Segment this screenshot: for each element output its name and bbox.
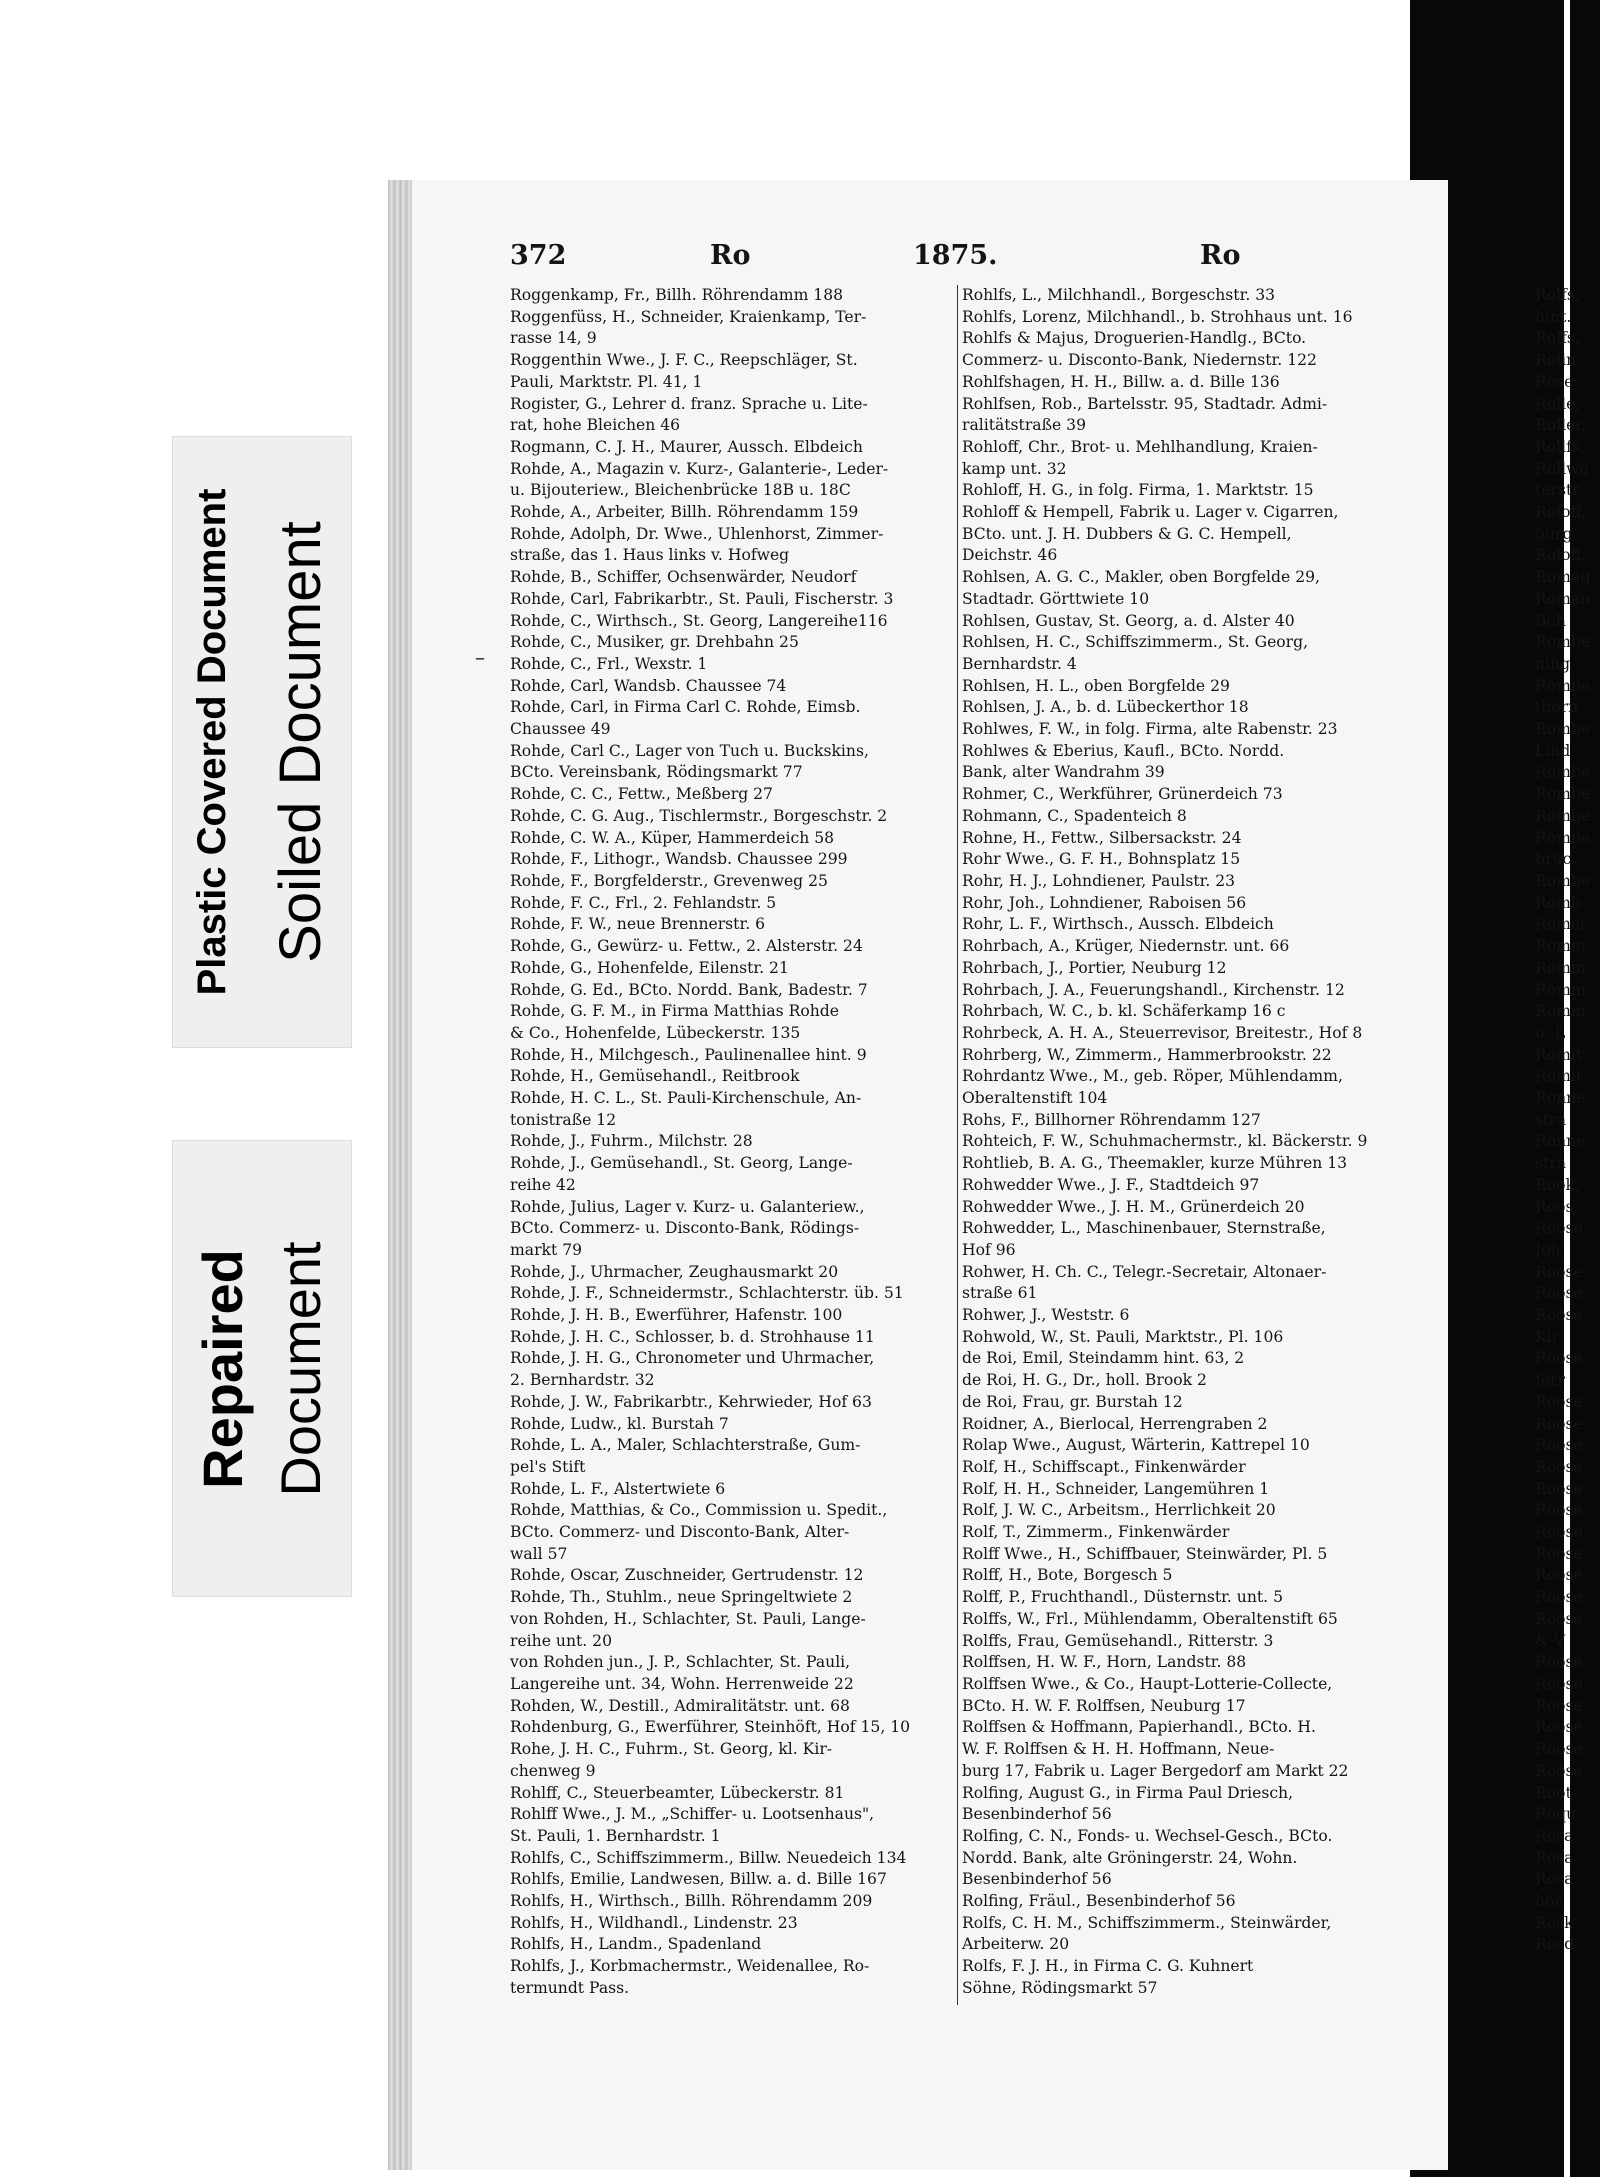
next-page-fragment: Rosa	[1535, 1826, 1574, 1845]
directory-entry-line: tonistraße 12	[510, 1110, 617, 1129]
next-page-fragment: Rombe	[1535, 785, 1591, 804]
directory-entry-line: Rohlsen, A. G. C., Makler, oben Borgfelde 29,	[962, 568, 1321, 587]
directory-entry-line: Rohrbach, A., Krüger, Niedernstr. unt. 66	[962, 937, 1290, 956]
directory-entry-line: 2. Bernhardstr. 32	[510, 1371, 655, 1390]
next-page-fragment: Romit	[1535, 1045, 1583, 1064]
directory-entry-line: Rohde, Carl, Wandsb. Chaussee 74	[510, 676, 787, 695]
directory-entry-line: Rolf, T., Zimmerm., Finkenwärder	[962, 1523, 1230, 1542]
directory-entry-line: Nordd. Bank, alte Gröningerstr. 24, Wohn.	[962, 1848, 1298, 1867]
directory-entry-line: Rohe, J. H. C., Fuhrm., St. Georg, kl. Kir-	[510, 1740, 833, 1759]
directory-entry-line: Roggenfüss, H., Schneider, Kraienkamp, Ter-	[510, 307, 867, 326]
next-page-fragment: hor	[1535, 1892, 1562, 1911]
directory-entry-line: Rogister, G., Lehrer d. franz. Sprache u. Lite-	[510, 394, 868, 413]
directory-entry-line: Rohde, F. C., Frl., 2. Fehlandstr. 5	[510, 893, 777, 912]
right-column	[962, 285, 1414, 2000]
directory-entry-line: BCto. Commerz- und Disconto-Bank, Alter-	[510, 1523, 850, 1542]
directory-entry-line: Roggenthin Wwe., J. F. C., Reepschläger, St.	[510, 351, 858, 370]
next-page-fragment: Rosa	[1535, 1870, 1574, 1889]
directory-entry-line: Rolfs, F. J. H., in Firma C. G. Kuhnert	[962, 1957, 1254, 1976]
directory-entry-line: Bernhardstr. 4	[962, 654, 1077, 673]
directory-entry-line: Rohde, Matthias, & Co., Commission u. Spedit.,	[510, 1501, 888, 1520]
directory-entry-line: Rohne, H., Fettw., Silbersackstr. 24	[962, 828, 1242, 847]
next-page-fragment: Roose	[1535, 1306, 1583, 1325]
next-page-fragment: Rombe	[1535, 676, 1591, 695]
directory-entry-line: Rohrbach, J. A., Feuerungshandl., Kirchenstr. 12	[962, 980, 1345, 999]
next-page-fragment: thorn	[1535, 698, 1579, 717]
next-page-fragment: terstr	[1535, 481, 1580, 500]
directory-entry-line: Rolf, H., Schiffscapt., Finkenwärder	[962, 1457, 1246, 1476]
next-page-fragment: Romm	[1535, 937, 1586, 956]
directory-entry-line: Deichstr. 46	[962, 546, 1058, 565]
directory-entry-line: Rolfs, C. H. M., Schiffszimmerm., Steinwärder,	[962, 1913, 1332, 1932]
directory-entry-line: Rohr Wwe., G. F. H., Bohnsplatz 15	[962, 850, 1241, 869]
next-page-fragment: Rolfs,	[1535, 286, 1580, 304]
next-page-fragment: Roller,	[1535, 416, 1587, 435]
directory-entry-line: Rohlfs, C., Schiffszimmerm., Billw. Neuedeich 134	[510, 1848, 907, 1867]
directory-entry-line: Rohde, Carl, in Firma Carl C. Rohde, Eimsb.	[510, 698, 861, 717]
next-page-fragment: Roqu	[1535, 1805, 1577, 1824]
directory-entry-line: Rohlfs & Majus, Droguerien-Handlg., BCto.	[962, 329, 1307, 348]
next-page-fragment: Rolin,	[1535, 351, 1582, 370]
directory-entry-line: Rohde, J., Uhrmacher, Zeughausmarkt 20	[510, 1262, 839, 1281]
directory-entry-line: Rohloff, H. G., in folg. Firma, 1. Marktstr. 15	[962, 481, 1314, 500]
next-page-fragment: Roose	[1535, 1501, 1583, 1520]
margin-mark: –	[475, 645, 485, 669]
directory-entry-line: Hof 96	[962, 1240, 1016, 1259]
next-page-fragment: Rolfs,	[1535, 329, 1580, 348]
next-page-fragment: Rook,	[1535, 1175, 1580, 1194]
next-page-fragment: Rombe	[1535, 720, 1591, 739]
next-page-fragment: Roose	[1535, 1523, 1583, 1542]
directory-entry-line: Rohlfs, H., Wirthsch., Billh. Röhrendamm 209	[510, 1892, 873, 1911]
directory-entry-line: Rolf, J. W. C., Arbeitsm., Herrlichkeit 20	[962, 1501, 1276, 1520]
directory-entry-line: Rohde, F., Borgfelderstr., Grevenweg 25	[510, 871, 828, 890]
directory-entry-line: Rohde, A., Arbeiter, Billh. Röhrendamm 159	[510, 503, 859, 522]
directory-entry-line: Rolfing, C. N., Fonds- u. Wechsel-Gesch., BCto.	[962, 1826, 1333, 1845]
next-page-fragment: ferr	[1535, 1371, 1565, 1390]
directory-entry-line: Rohrdantz Wwe., M., geb. Röper, Mühlendamm,	[962, 1067, 1343, 1086]
directory-entry-line: Rohde, H., Milchgesch., Paulinenallee hint. 9	[510, 1045, 867, 1064]
next-page-fragment: Romm	[1535, 958, 1586, 977]
next-page-fragment: stra	[1535, 1110, 1567, 1129]
directory-entry-line: Rohde, Carl, Fabrikarbtr., St. Pauli, Fischerstr. 3	[510, 589, 894, 608]
next-page-fragment: Roose	[1535, 1740, 1583, 1759]
next-page-fragment: Romb	[1535, 893, 1581, 912]
directory-entry-line: Commerz- u. Disconto-Bank, Niedernstr. 122	[962, 351, 1317, 370]
next-page-fragment: Kir	[1535, 1327, 1560, 1346]
directory-entry-line: Rohde, G. F. M., in Firma Matthias Rohde	[510, 1002, 840, 1021]
condition-label-text	[188, 489, 336, 996]
directory-entry-line: Rohlfs, Lorenz, Milchhandl., b. Strohhaus unt. 16	[962, 307, 1353, 326]
next-page-fragment: Rombe	[1535, 806, 1591, 825]
next-page-fragment: Rollfs,	[1535, 437, 1585, 456]
directory-entry-line: straße 61	[962, 1284, 1038, 1303]
next-page-fragment: Roos,	[1535, 1197, 1579, 1216]
directory-entry-line: Rolff, H., Bote, Borgesch 5	[962, 1566, 1173, 1585]
directory-entry-line: Besenbinderhof 56	[962, 1805, 1112, 1824]
directory-entry-line: termundt Pass.	[510, 1978, 630, 1997]
directory-entry-line: Rolffs, Frau, Gemüsehandl., Ritterstr. 3	[962, 1631, 1274, 1650]
next-page-fragment: Lind	[1535, 741, 1571, 760]
next-page-fragment: burg	[1535, 524, 1573, 543]
next-page-fragment: Rosk	[1535, 1913, 1574, 1932]
next-page-fragment: Rosa	[1535, 1848, 1574, 1867]
directory-entry-line: Rohlsen, J. A., b. d. Lübeckerthor 18	[962, 698, 1249, 717]
directory-entry-line: Rohlfshagen, H. H., Billw. a. d. Bille 136	[962, 372, 1280, 391]
directory-entry-line: pel's Stift	[510, 1457, 586, 1476]
next-page-fragment: Joh	[1535, 1240, 1561, 1259]
next-page-fragment: Roloff,	[1535, 503, 1586, 522]
next-page-fragment: Roman	[1535, 589, 1591, 608]
directory-entry-line: Rolap Wwe., August, Wärterin, Kattrepel 10	[962, 1436, 1310, 1455]
next-page-fragment: Rombe	[1535, 871, 1591, 890]
next-page-fragment: Romit	[1535, 1067, 1583, 1086]
next-page-fragment: Roose	[1535, 1761, 1583, 1780]
directory-entry-line: Rohrbach, J., Portier, Neuburg 12	[962, 958, 1227, 977]
page-number: 372	[510, 240, 567, 271]
next-page-fragment: Root	[1535, 1783, 1572, 1802]
directory-entry-line: ralitätstraße 39	[962, 416, 1087, 435]
directory-entry-line: Rolffsen, H. W. F., Horn, Landstr. 88	[962, 1653, 1247, 1672]
next-page-fragment: Roose	[1535, 1544, 1583, 1563]
directory-entry-line: Rohdenburg, G., Ewerführer, Steinhöft, Hof 15, 10	[510, 1718, 911, 1737]
directory-entry-line: u. Bijouteriew., Bleichenbrücke 18B u. 18C	[510, 481, 851, 500]
next-page-fragment: Roose	[1535, 1219, 1583, 1238]
directory-entry-line: Rohde, L. F., Alstertwiete 6	[510, 1479, 726, 1498]
directory-entry-line: St. Pauli, 1. Bernhardstr. 1	[510, 1826, 721, 1845]
next-page-fragment: Roloff,	[1535, 546, 1586, 565]
directory-entry-line: Rohde, G., Hohenfelde, Eilenstr. 21	[510, 958, 789, 977]
condition-label-plastic-soiled	[172, 436, 352, 1048]
next-page-fragment: Rombe	[1535, 828, 1591, 847]
page-stack-edge	[388, 180, 412, 2170]
directory-entry-line: BCto. Vereinsbank, Rödingsmarkt 77	[510, 763, 803, 782]
directory-entry-line: Roggenkamp, Fr., Billh. Röhrendamm 188	[510, 286, 844, 304]
directory-entry-line: Langereihe unt. 34, Wohn. Herrenweide 22	[510, 1675, 854, 1693]
directory-entry-line: rasse 14, 9	[510, 329, 597, 348]
directory-entry-line: Rolff, P., Fruchthandl., Düsternstr. unt. 5	[962, 1588, 1283, 1607]
next-page-fragment: Romm	[1535, 980, 1586, 999]
next-page-fragment: Roose	[1535, 1696, 1583, 1715]
directory-entry-line: Rohrbeck, A. H. A., Steuerrevisor, Breitestr., Hof 8	[962, 1023, 1363, 1042]
directory-entry-line: Rohlfs, H., Wildhandl., Lindenstr. 23	[510, 1913, 798, 1932]
directory-entry-line: de Roi, Frau, gr. Burstah 12	[962, 1392, 1183, 1411]
directory-entry-line: Rohtlieb, B. A. G., Theemakler, kurze Mühren 13	[962, 1154, 1348, 1173]
directory-entry-line: Rohde, C. G. Aug., Tischlermstr., Borgeschstr. 2	[510, 806, 888, 825]
next-page-fragment: Ronne	[1535, 1132, 1586, 1151]
directory-entry-line: Rohde, J. W., Fabrikarbtr., Kehrwieder, Hof 63	[510, 1392, 872, 1411]
directory-entry-line: Rohde, J., Gemüsehandl., St. Georg, Lange-	[510, 1154, 853, 1173]
directory-entry-line: Rohr, L. F., Wirthsch., Aussch. Elbdeich	[962, 915, 1274, 934]
directory-entry-line: Rohloff & Hempell, Fabrik u. Lager v. Cigarren,	[962, 503, 1339, 522]
directory-entry-line: Rolffsen & Hoffmann, Papierhandl., BCto. H.	[962, 1718, 1316, 1737]
directory-entry-line: Stadtadr. Görttwiete 10	[962, 589, 1150, 608]
next-page-fragment: Roose	[1535, 1284, 1583, 1303]
next-page-fragment: Rombe	[1535, 633, 1591, 652]
directory-entry-line: Rohr, H. J., Lohndiener, Paulstr. 23	[962, 871, 1236, 890]
directory-entry-line: Rohwer, H. Ch. C., Telegr.-Secretair, Altonaer-	[962, 1262, 1327, 1281]
directory-entry-line: Oberaltenstift 104	[962, 1089, 1108, 1108]
condition-label-repaired	[172, 1140, 352, 1597]
directory-entry-line: von Rohden, H., Schlachter, St. Pauli, Lange-	[510, 1609, 866, 1628]
directory-entry-line: Rohde, C., Musiker, gr. Drehbahn 25	[510, 633, 799, 652]
next-page-fragment: Roose	[1535, 1675, 1583, 1693]
directory-entry-line: Rohde, G. Ed., BCto. Nordd. Bank, Badestr. 7	[510, 980, 868, 999]
next-page-fragment: hint.	[1535, 307, 1572, 326]
directory-entry-line: Rohlfs, H., Landm., Spadenland	[510, 1935, 762, 1954]
plastic-covered-label: Plastic Covered Document	[190, 488, 234, 996]
directory-entry-line: Rohlff Wwe., J. M., „Schiffer- u. Lootsenhaus",	[510, 1805, 875, 1824]
repaired-label-text	[188, 1241, 336, 1496]
left-column	[510, 285, 960, 2000]
directory-entry-line: BCto. Commerz- u. Disconto-Bank, Rödings-	[510, 1219, 860, 1238]
next-page-fragment: Roose	[1535, 1566, 1583, 1585]
directory-entry-line: Rohwer, J., Weststr. 6	[962, 1306, 1130, 1325]
directory-entry-line: Rohde, A., Magazin v. Kurz-, Galanterie-, Leder-	[510, 459, 889, 478]
next-page-fragment: Romm	[1535, 1002, 1586, 1021]
directory-entry-line: Rohlfs, L., Milchhandl., Borgeschstr. 33	[962, 286, 1276, 304]
directory-entry-line: Rohde, C. W. A., Küper, Hammerdeich 58	[510, 828, 835, 847]
soiled-label: Soiled Document	[268, 521, 333, 963]
next-page-fragment: Roose	[1535, 1262, 1583, 1281]
directory-entry-line: Rohde, G., Gewürz- u. Fettw., 2. Alsterstr. 24	[510, 937, 863, 956]
directory-entry-line: markt 79	[510, 1240, 583, 1259]
repaired-label-line2: Document	[269, 1240, 332, 1497]
next-page-fragment: Rosd	[1535, 1935, 1575, 1954]
directory-entry-line: Rohlsen, H. C., Schiffszimmerm., St. Georg,	[962, 633, 1309, 652]
directory-entry-line: Rohwedder Wwe., J. H. M., Grünerdeich 20	[962, 1197, 1305, 1216]
next-page-fragment: Roose	[1535, 1718, 1583, 1737]
next-page-fragment: Roose	[1535, 1414, 1583, 1433]
directory-entry-line: Rohde, C., Wirthsch., St. Georg, Langereihe116	[510, 611, 888, 630]
directory-entry-line: & Co., Hohenfelde, Lübeckerstr. 135	[510, 1023, 801, 1042]
directory-entry-line: W. F. Rolffsen & H. H. Hoffmann, Neue-	[962, 1740, 1275, 1759]
right-section-heading: Ro	[1200, 240, 1241, 271]
next-page-fragment: Roose	[1535, 1349, 1583, 1368]
directory-entry-line: Rohde, B., Schiffer, Ochsenwärder, Neudorf	[510, 568, 857, 587]
directory-entry-line: reihe unt. 20	[510, 1631, 613, 1650]
running-head	[510, 240, 1570, 280]
directory-entry-line: Rolffsen Wwe., & Co., Haupt-Lotterie-Collecte,	[962, 1675, 1333, 1693]
next-page-fragment: Boh	[1535, 611, 1566, 630]
directory-entry-line: Rohde, Adolph, Dr. Wwe., Uhlenhorst, Zimmer-	[510, 524, 884, 543]
directory-entry-line: Rohlwes, F. W., in folg. Firma, alte Rabenstr. 23	[962, 720, 1338, 739]
next-page-fragment: Rose	[1535, 372, 1574, 391]
next-page-fragment: Rolle,	[1535, 394, 1581, 413]
directory-entry-line: Rohwold, W., St. Pauli, Marktstr., Pl. 106	[962, 1327, 1284, 1346]
next-page-fragment: Rollwa	[1535, 459, 1589, 478]
next-page-fragment: Roose	[1535, 1457, 1583, 1476]
directory-entry-line: Rogmann, C. J. H., Maurer, Aussch. Elbdeich	[510, 437, 863, 456]
directory-entry-line: Rohmer, C., Werkführer, Grünerdeich 73	[962, 785, 1283, 804]
next-page-fragment: u. L	[1535, 1023, 1566, 1042]
directory-entry-line: Rohlfs, Emilie, Landwesen, Billw. a. d. Bille 167	[510, 1870, 887, 1889]
directory-entry-line: Rohde, Carl C., Lager von Tuch u. Buckskins,	[510, 741, 869, 760]
directory-entry-line: Rohde, F., Lithogr., Wandsb. Chaussee 299	[510, 850, 848, 869]
directory-entry-line: Pauli, Marktstr. Pl. 41, 1	[510, 372, 703, 391]
directory-entry-line: Bank, alter Wandrahm 39	[962, 763, 1165, 782]
directory-entry-line: Rohteich, F. W., Schuhmachermstr., kl. Bäckerstr. 9	[962, 1132, 1368, 1151]
next-page-fragment: Roose	[1535, 1436, 1583, 1455]
directory-entry-line: Rohs, F., Billhorner Röhrendamm 127	[962, 1110, 1261, 1129]
directory-entry-line: wall 57	[510, 1544, 568, 1563]
next-page-fragment: & V	[1535, 1631, 1566, 1650]
next-page-column-fragment	[1535, 285, 1600, 1956]
directory-entry-line: Rohloff, Chr., Brot- u. Mehlhandlung, Kraien-	[962, 437, 1318, 456]
directory-entry-line: Rohde, H. C. L., St. Pauli-Kirchenschule, An-	[510, 1089, 862, 1108]
directory-entry-line: Rohmann, C., Spadenteich 8	[962, 806, 1187, 825]
directory-entry-line: Rohde, J., Fuhrm., Milchstr. 28	[510, 1132, 753, 1151]
directory-entry-line: BCto. unt. J. H. Dubbers & G. C. Hempell,	[962, 524, 1292, 543]
next-page-fragment: Roose	[1535, 1588, 1583, 1607]
directory-entry-line: Rohlff, C., Steuerbeamter, Lübeckerstr. 81	[510, 1783, 845, 1802]
left-section-heading: Ro	[710, 240, 751, 271]
directory-entry-line: straße, das 1. Haus links v. Hofweg	[510, 546, 790, 565]
directory-entry-line: Rohlsen, Gustav, St. Georg, a. d. Alster 40	[962, 611, 1295, 630]
directory-entry-line: Rohrberg, W., Zimmerm., Hammerbrookstr. 22	[962, 1045, 1332, 1064]
directory-entry-line: Rohlsen, H. L., oben Borgfelde 29	[962, 676, 1230, 695]
directory-entry-line: rat, hohe Bleichen 46	[510, 416, 681, 435]
directory-entry-line: kamp unt. 32	[962, 459, 1067, 478]
directory-entry-line: Rohde, J. H. B., Ewerführer, Hafenstr. 100	[510, 1306, 843, 1325]
next-page-fragment: Romei	[1535, 915, 1586, 934]
next-page-fragment: Roose	[1535, 1609, 1583, 1628]
directory-entry-line: Rohde, J. F., Schneidermstr., Schlachterstr. üb. 51	[510, 1284, 904, 1303]
directory-entry-line: Besenbinderhof 56	[962, 1870, 1112, 1889]
directory-entry-line: Rohde, L. A., Maler, Schlachterstraße, Gum-	[510, 1436, 861, 1455]
directory-entry-line: chenweg 9	[510, 1761, 596, 1780]
directory-entry-line: Arbeiterw. 20	[962, 1935, 1070, 1954]
directory-entry-line: de Roi, Emil, Steindamm hint. 63, 2	[962, 1349, 1245, 1368]
directory-entry-line: Rohde, J. H. G., Chronometer und Uhrmacher,	[510, 1349, 875, 1368]
column-divider	[957, 285, 958, 2005]
directory-entry-line: Rolf, H. H., Schneider, Langemühren 1	[962, 1479, 1270, 1498]
next-page-fragment: Rombe	[1535, 763, 1591, 782]
directory-entry-line: Chaussee 49	[510, 720, 611, 739]
directory-entry-line: Rohde, F. W., neue Brennerstr. 6	[510, 915, 766, 934]
directory-entry-line: Rohde, H., Gemüsehandl., Reitbrook	[510, 1067, 800, 1086]
directory-entry-line: Rohr, Joh., Lohndiener, Raboisen 56	[962, 893, 1247, 912]
directory-entry-line: Rohlfsen, Rob., Bartelsstr. 95, Stadtadr. Admi-	[962, 394, 1328, 413]
directory-entry-line: Roidner, A., Bierlocal, Herrengraben 2	[962, 1414, 1268, 1433]
directory-entry-line: von Rohden jun., J. P., Schlachter, St. Pauli,	[510, 1653, 851, 1672]
directory-entry-line: Rohwedder Wwe., J. F., Stadtdeich 97	[962, 1175, 1260, 1194]
directory-entry-line: Rohde, C. C., Fettw., Meßberg 27	[510, 785, 773, 804]
directory-entry-line: Rohde, Julius, Lager v. Kurz- u. Galanteriew.,	[510, 1197, 865, 1216]
next-page-fragment: ning	[1535, 654, 1571, 673]
directory-entry-line: Rohden, W., Destill., Admiralitätstr. unt. 68	[510, 1696, 850, 1715]
next-page-fragment: Roose	[1535, 1479, 1583, 1498]
directory-entry-line: Rohde, Ludw., kl. Burstah 7	[510, 1414, 729, 1433]
directory-entry-line: Rohde, Oscar, Zuschneider, Gertrudenstr. 12	[510, 1566, 864, 1585]
directory-entry-line: Rolff Wwe., H., Schiffbauer, Steinwärder, Pl. 5	[962, 1544, 1328, 1563]
directory-entry-line: Rolfing, August G., in Firma Paul Driesch,	[962, 1783, 1294, 1802]
directory-entry-line: Rohlfs, J., Korbmachermstr., Weidenallee, Ro-	[510, 1957, 870, 1976]
directory-entry-line: Rohlwes & Eberius, Kaufl., BCto. Nordd.	[962, 741, 1285, 760]
directory-entry-line: de Roi, H. G., Dr., holl. Brook 2	[962, 1371, 1207, 1390]
directory-entry-line: Rohrbach, W. C., b. kl. Schäferkamp 16 c	[962, 1002, 1286, 1021]
directory-entry-line: Rohde, J. H. C., Schlosser, b. d. Strohhause 11	[510, 1327, 875, 1346]
next-page-fragment: brüc	[1535, 850, 1572, 869]
directory-entry-line: Rohde, Th., Stuhlm., neue Springeltwiete 2	[510, 1588, 853, 1607]
directory-entry-line: Rohde, C., Frl., Wexstr. 1	[510, 654, 708, 673]
year-heading: 1875.	[913, 240, 998, 271]
directory-entry-line: Söhne, Rödingsmarkt 57	[962, 1978, 1158, 1997]
next-page-fragment: Ronne	[1535, 1089, 1586, 1108]
directory-entry-line: Rolfing, Fräul., Besenbinderhof 56	[962, 1892, 1236, 1911]
next-page-fragment: Roose	[1535, 1653, 1583, 1672]
directory-entry-line: burg 17, Fabrik u. Lager Bergedorf am Markt 22	[962, 1761, 1349, 1780]
directory-entry-line: BCto. H. W. F. Rolffsen, Neuburg 17	[962, 1696, 1246, 1715]
repaired-label-line1: Repaired	[191, 1248, 254, 1489]
directory-entry-line: Rohwedder, L., Maschinenbauer, Sternstraße,	[962, 1219, 1326, 1238]
directory-entry-line: reihe 42	[510, 1175, 576, 1194]
next-page-fragment: stra	[1535, 1154, 1567, 1173]
directory-entry-line: Rolffs, W., Frl., Mühlendamm, Oberaltenstift 65	[962, 1609, 1338, 1628]
next-page-fragment: Romag	[1535, 568, 1591, 587]
next-page-fragment: Roose	[1535, 1392, 1583, 1411]
